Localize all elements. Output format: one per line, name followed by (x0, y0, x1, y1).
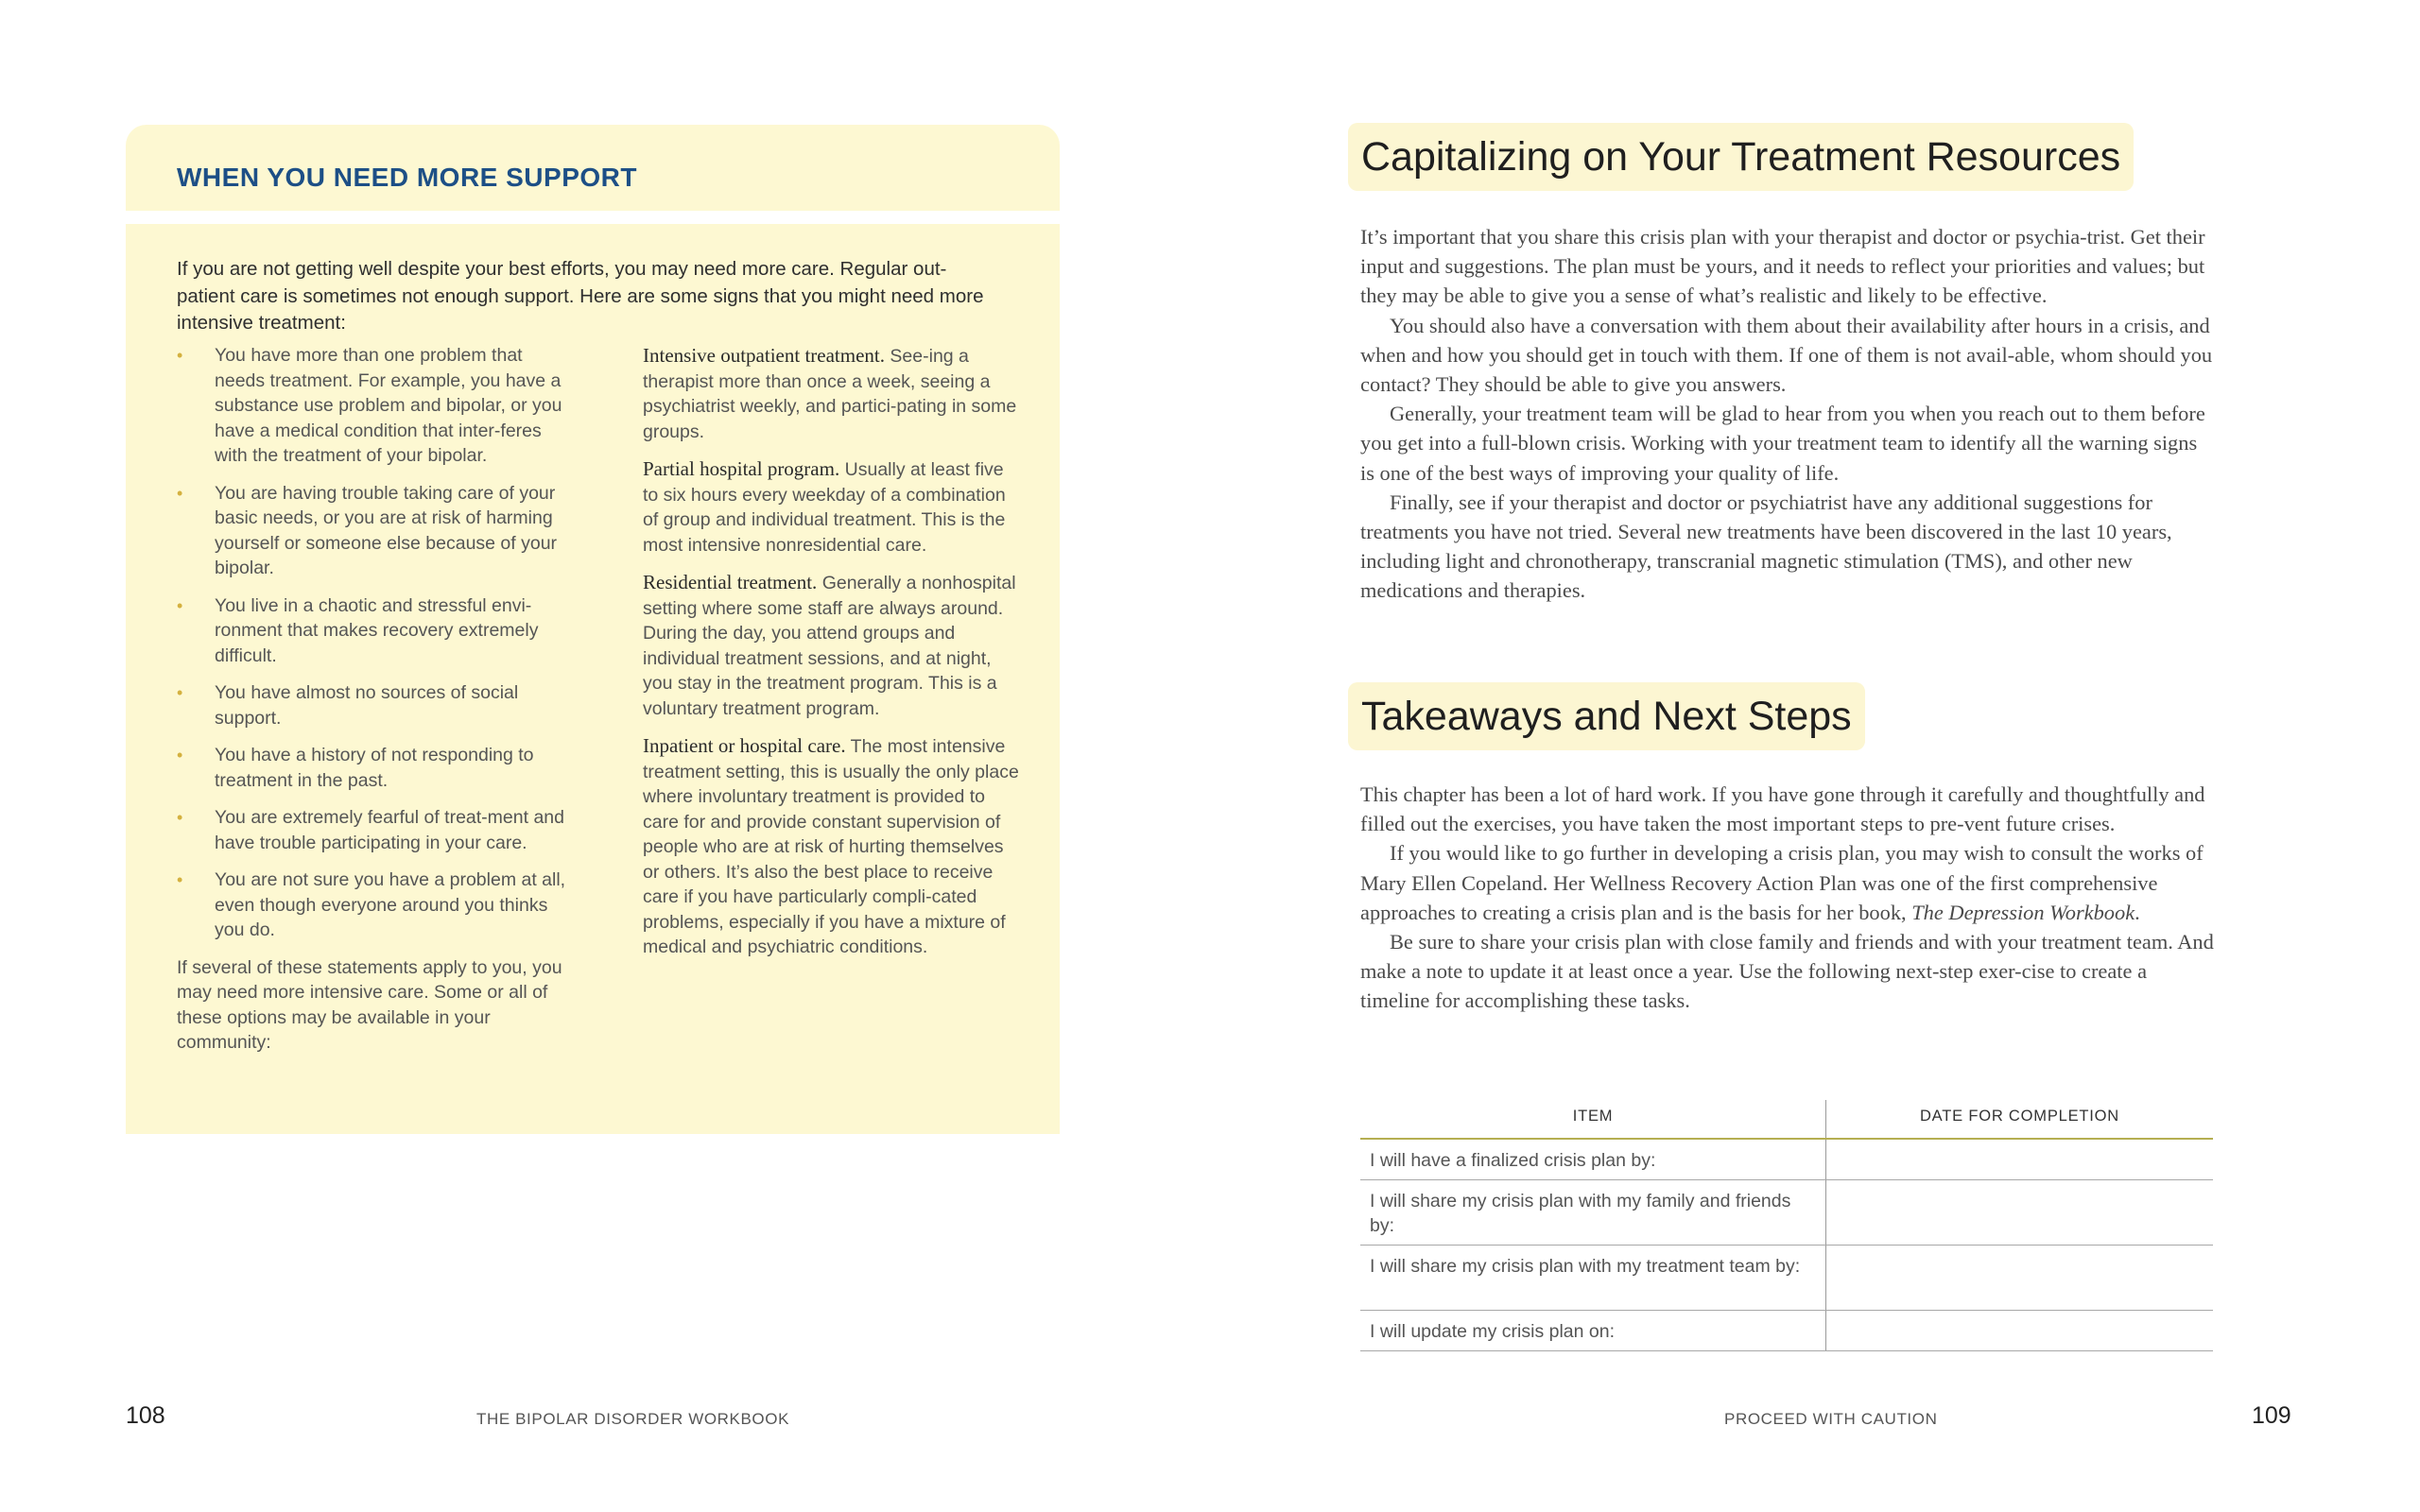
option-term: Intensive outpatient treatment. (643, 344, 885, 367)
table-cell-date[interactable] (1825, 1180, 2213, 1245)
sidebar-intro: If you are not getting well despite your best efforts, you may need more care. Regular out-patient care is sometimes not enough support. Here are some signs that you might need more intensive treatment: (177, 258, 984, 334)
bullet-icon: • (177, 595, 183, 615)
bullet-icon: • (177, 483, 183, 503)
book-title: The Depression Workbook (1911, 900, 2135, 924)
table-cell-item: I will have a finalized crisis plan by: (1370, 1150, 1656, 1171)
paragraph: Be sure to share your crisis plan with close family and friends and with your treatment team. And make a note to update it at least once a year. Use the following next-step exer-cise to create a timeline for accomplishing these tasks. (1360, 930, 2214, 1013)
list-item: • You are not sure you have a problem at all, even though everyone around you thinks you do. (177, 869, 566, 940)
sidebar-closing: If several of these statements apply to you, you may need more intensive care. Some or all of these options may be available in your community: (177, 956, 562, 1053)
bullet-icon: • (177, 746, 183, 765)
page-number-left: 108 (126, 1402, 165, 1429)
option-item: Partial hospital program. Usually at least five to six hours every weekday of a combination of group and individual treatment. This is the most intensive nonresidential care. (643, 457, 1006, 556)
bullet-icon: • (177, 808, 183, 827)
option-item: Residential treatment. Generally a nonhospital setting where some staff are always around. During the day, you attend groups and individual treatment sessions, and at night, you stay in the treatment program. This is a voluntary treatment program. (643, 571, 1016, 719)
paragraph: If you would like to go further in developing a crisis plan, you may wish to consult the works of Mary Ellen Copeland. Her Wellness Recovery Action Plan was one of the first comprehensive approaches to creating a crisis plan and is the basis for her book, The Depression Workbook. (1360, 841, 2204, 924)
list-item: • You have a history of not responding to treatment in the past. (177, 745, 534, 791)
table-header (1360, 1100, 2213, 1140)
column-header-date: DATE FOR COMPLETION (1825, 1100, 2213, 1138)
list-item: • You have almost no sources of social support. (177, 682, 519, 729)
table-cell-item: I will share my crisis plan with my treatment team by: (1370, 1256, 1801, 1277)
table-row (1360, 1180, 2213, 1246)
list-item: • You live in a chaotic and stressful envi-ronment that makes recovery extremely difficult. (177, 594, 539, 666)
next-steps-table (1360, 1100, 2213, 1351)
section-heading-takeaways: Takeaways and Next Steps (1348, 682, 1865, 750)
section-body-takeaways (1360, 780, 2216, 1016)
options-list (643, 343, 1021, 972)
table-cell-item: I will share my crisis plan with my family and friends by: (1370, 1191, 1791, 1236)
table-cell-date[interactable] (1825, 1311, 2213, 1350)
paragraph: This chapter has been a lot of hard work. If you have gone through it carefully and thoughtfully and filled out the exercises, you have taken the most important steps to pre-vent future crises. (1360, 782, 2205, 836)
bullet-icon: • (177, 870, 183, 889)
sidebar-header (126, 125, 1060, 211)
paragraph: You should also have a conversation with them about their availability after hours in a crisis, and when and how you should get in touch with them. If one of them is not avail-able, whom should you contact? They should be able to give you answers. (1360, 313, 2213, 397)
option-item: Intensive outpatient treatment. See-ing a therapist more than once a week, seeing a psychiatrist weekly, and partici-pating in some groups. (643, 344, 1017, 442)
bullet-icon: • (177, 683, 183, 702)
sidebar-title: WHEN YOU NEED MORE SUPPORT (177, 163, 637, 192)
sidebar-body (126, 224, 1060, 1134)
signs-list (177, 343, 574, 1056)
paragraph: Generally, your treatment team will be glad to hear from you when you reach out to them before you get into a full-blown crisis. Working with your treatment team to identify all the warning signs is one of the best ways of improving your quality of life. (1360, 402, 2205, 485)
table-cell-date[interactable] (1825, 1140, 2213, 1179)
column-header-item: ITEM (1572, 1108, 1614, 1125)
table-row (1360, 1311, 2213, 1351)
bullet-icon: • (177, 346, 183, 365)
list-item: • You have more than one problem that needs treatment. For example, you have a substance use problem and bipolar, or you have a medical condition that inter-feres with the treatment of your bipolar. (177, 345, 562, 466)
section-heading-treatment-resources: Capitalizing on Your Treatment Resources (1348, 123, 2134, 191)
table-cell-item: I will update my crisis plan on: (1370, 1321, 1616, 1342)
option-item: Inpatient or hospital care. The most intensive treatment setting, this is usually the only place where involuntary treatment is provided to care for and provide constant supervision of people who are at risk of hurting themselves or others. It’s also the best place to receive care if you have particularly compli-cated problems, especially if you have a mixture of medical and psychiatric conditions. (643, 734, 1019, 957)
table-cell-date[interactable] (1825, 1246, 2213, 1310)
paragraph: It’s important that you share this crisis plan with your therapist and doctor or psychia-trist. Get their input and suggestions. The plan must be yours, and it needs to reflect your priorities and values; but they may be able to give you a sense of what’s realistic and likely to be effective. (1360, 225, 2205, 308)
option-term: Inpatient or hospital care. (643, 734, 846, 757)
option-term: Partial hospital program. (643, 457, 840, 480)
table-row (1360, 1140, 2213, 1180)
page-number-right: 109 (2252, 1402, 2291, 1429)
running-head-right: PROCEED WITH CAUTION (1724, 1410, 1938, 1428)
section-body-treatment-resources (1360, 222, 2216, 606)
paragraph: Finally, see if your therapist and doctor or psychiatrist have any additional suggestions for treatments you have not tried. Several new treatments have been discovered in the last 10 years, including light and chronotherapy, transcranial magnetic stimulation (TMS), and other new medications and therapies. (1360, 490, 2172, 603)
list-item: • You are extremely fearful of treat-ment and have trouble participating in your care. (177, 807, 564, 853)
list-item: • You are having trouble taking care of your basic needs, or you are at risk of harming yourself or someone else because of your bipolar. (177, 482, 558, 578)
table-row (1360, 1246, 2213, 1311)
option-term: Residential treatment. (643, 571, 818, 593)
running-head-left: THE BIPOLAR DISORDER WORKBOOK (476, 1410, 790, 1428)
